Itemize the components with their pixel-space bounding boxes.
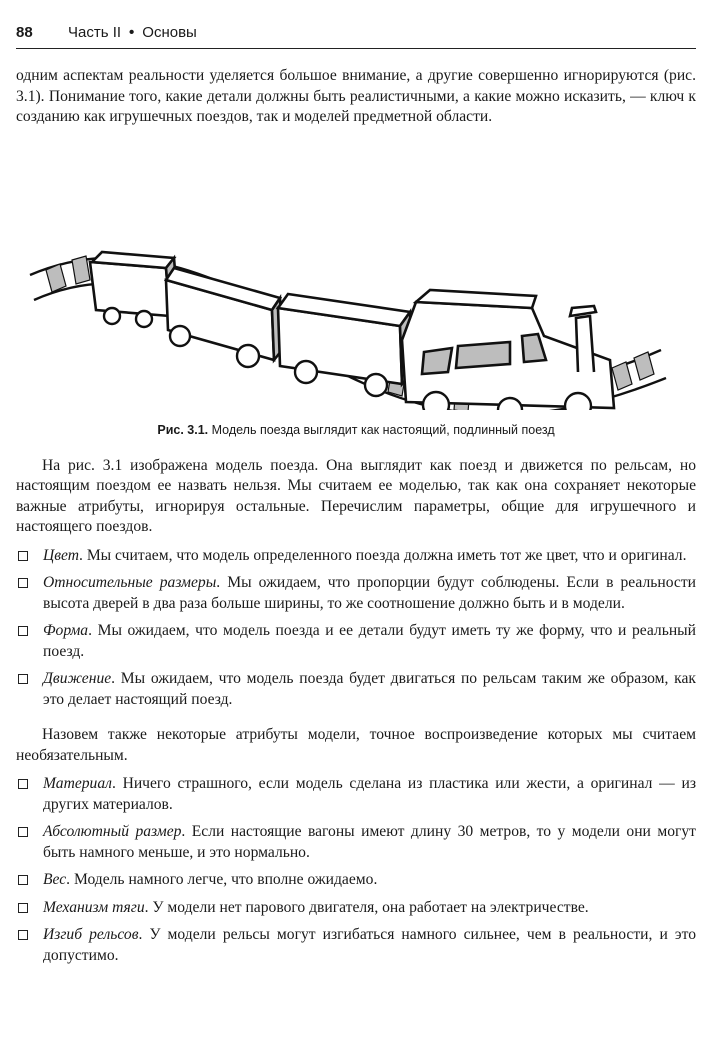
list-term: Форма xyxy=(43,622,89,639)
checkbox-bullet-icon xyxy=(18,827,28,837)
list-term: Относительные размеры xyxy=(43,574,217,591)
list-text: . Ничего страшного, если модель сделана из пластика или жести, а оригинал — из других материалов. xyxy=(43,775,696,813)
list-text: . Мы ожидаем, что модель поезда и ее детали будут иметь ту же форму, что и реальный поезд. xyxy=(43,622,696,660)
checkbox-bullet-icon xyxy=(18,674,28,684)
page-number: 88 xyxy=(16,24,33,41)
list-term: Цвет xyxy=(43,546,80,564)
locomotive xyxy=(402,290,614,408)
list-term: Изгиб рельсов xyxy=(43,926,139,943)
checkbox-bullet-icon xyxy=(18,903,28,913)
checkbox-bullet-icon xyxy=(18,875,28,885)
intro-paragraph: одним аспектам реальности уделяется большое внимание, а другие совершенно игнорируются (рис. 3.1). Понимание того, какие детали должны быть реалистичными, а какие можно исказить, — ключ к созданию как игрушечных поездов, так и моделей предметной области. xyxy=(16,67,696,125)
list-item xyxy=(16,774,696,815)
list-item xyxy=(16,546,696,567)
paragraph-optional-attributes: Назовем также некоторые атрибуты модели, точное воспроизведение которых мы считаем необязательным. xyxy=(16,726,696,764)
important-attributes-list xyxy=(16,546,696,711)
list-term: Материал xyxy=(43,775,112,792)
header-separator: • xyxy=(129,24,135,41)
list-item xyxy=(16,669,696,710)
list-text: . Модель намного легче, что вполне ожидаемо. xyxy=(66,871,378,888)
list-text: . Если настоящие вагоны имеют длину 30 метров, то у модели они могут быть намного меньше, и это нормально. xyxy=(43,823,696,861)
page-body xyxy=(16,66,696,973)
train-illustration xyxy=(16,140,696,410)
figure-label: Рис. 3.1. xyxy=(157,422,209,437)
checkbox-bullet-icon xyxy=(18,578,28,588)
running-header xyxy=(16,22,696,49)
list-item xyxy=(16,925,696,966)
checkbox-bullet-icon xyxy=(18,779,28,789)
checkbox-bullet-icon xyxy=(18,930,28,940)
list-item xyxy=(16,898,696,919)
list-item xyxy=(16,621,696,662)
section-label: Основы xyxy=(142,24,197,41)
list-term: Вес xyxy=(43,871,67,888)
part-label: Часть II xyxy=(68,24,122,41)
part-title xyxy=(68,24,197,41)
list-text: . Мы ожидаем, что модель поезда будет двигаться по рельсам таким же образом, как это делает настоящий поезд. xyxy=(43,670,696,708)
checkbox-bullet-icon xyxy=(18,626,28,636)
list-text: . У модели рельсы могут изгибаться намного сильнее, чем в реальности, и это допустимо. xyxy=(43,926,696,964)
list-term: Движение xyxy=(43,670,112,687)
list-text: . У модели нет парового двигателя, она работает на электричестве. xyxy=(144,898,589,916)
figure-train xyxy=(16,140,696,440)
figure-caption-text: Модель поезда выглядит как настоящий, подлинный поезд xyxy=(211,422,555,437)
list-term: Механизм тяги xyxy=(43,898,145,916)
checkbox-bullet-icon xyxy=(18,551,28,561)
list-item xyxy=(16,822,696,863)
list-item xyxy=(16,573,696,614)
list-item xyxy=(16,870,696,891)
car-rear xyxy=(90,252,178,316)
optional-attributes-list xyxy=(16,774,696,966)
list-term: Абсолютный размер xyxy=(43,823,182,840)
figure-caption xyxy=(16,420,696,441)
list-text: . Мы считаем, что модель определенного поезда должна иметь тот же цвет, что и оригинал. xyxy=(79,546,687,564)
list-text: . Мы ожидаем, что пропорции будут соблюдены. Если в реальности высота дверей в два раза больше ширины, то же соотношение должно быть и в модели. xyxy=(43,574,696,612)
paragraph-train-model: На рис. 3.1 изображена модель поезда. Она выглядит как поезд и движется по рельсам, но настоящим поездом ее назвать нельзя. Мы считаем ее моделью, так как она сохраняет некоторые важные атрибуты, игнорируя остальные. Перечислим параметры, общие для игрушечного и настоящего поездов. xyxy=(16,456,696,535)
